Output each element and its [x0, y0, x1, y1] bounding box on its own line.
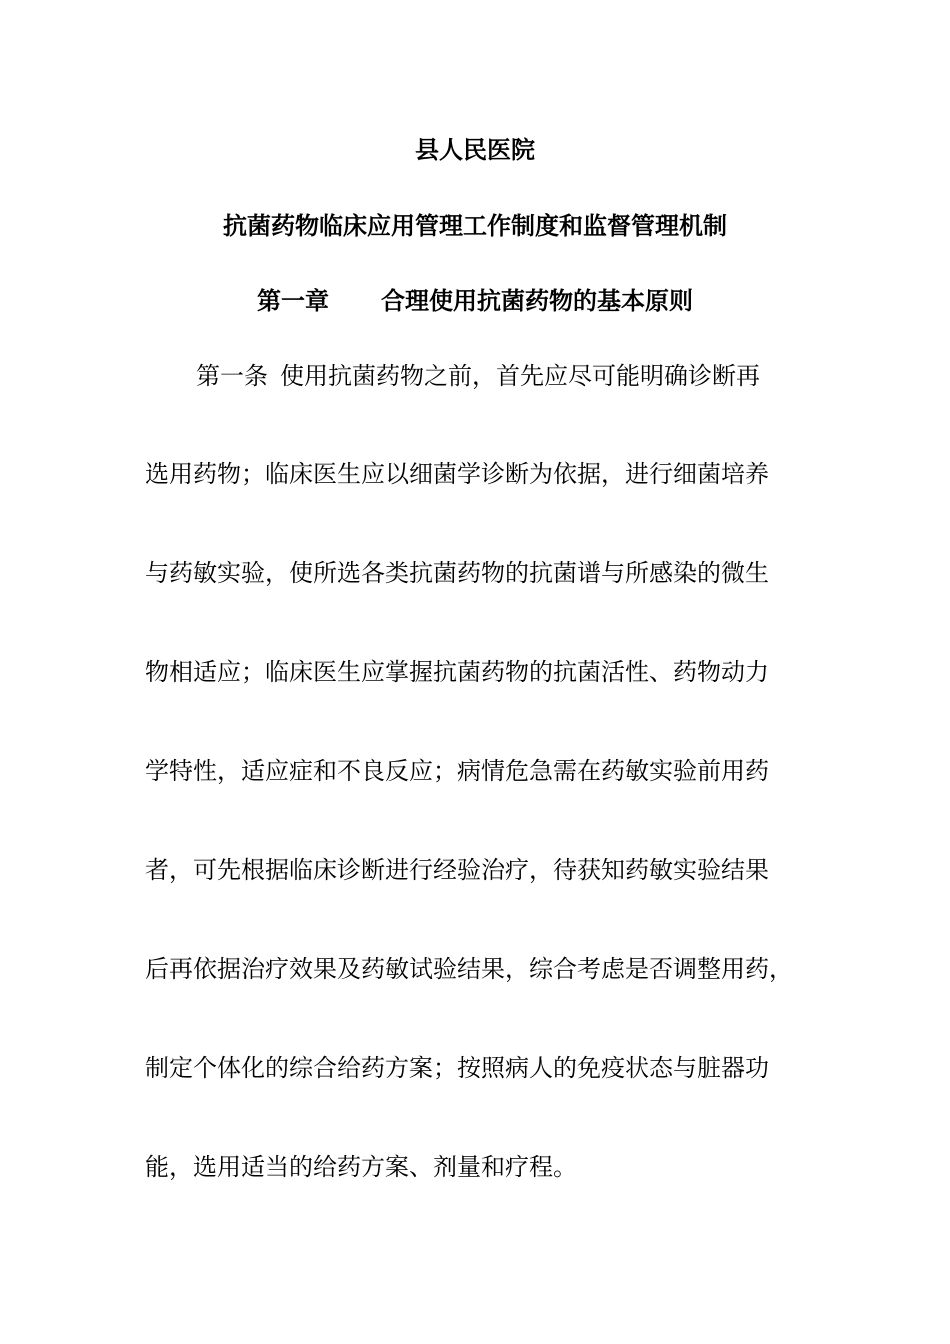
article-line: 后再依据治疗效果及药敏试验结果，综合考虑是否调整用药，	[145, 955, 793, 983]
article-number: 第一条	[196, 362, 268, 390]
article-line: 制定个体化的综合给药方案；按照病人的免疫状态与脏器功	[145, 1054, 769, 1082]
article-line: 选用药物；临床医生应以细菌学诊断为依据，进行细菌培养	[145, 460, 769, 488]
article-line: 者，可先根据临床诊断进行经验治疗，待获知药敏实验结果	[145, 856, 769, 884]
chapter-heading	[0, 285, 950, 317]
hospital-name: 县人民医院	[415, 135, 535, 164]
chapter-title: 合理使用抗菌药物的基本原则	[381, 286, 693, 315]
document-title: 抗菌药物临床应用管理工作制度和监督管理机制	[223, 211, 727, 240]
article-text: 使用抗菌药物之前，首先应尽可能明确诊断再	[280, 362, 760, 390]
article-line: 物相适应；临床医生应掌握抗菌药物的抗菌活性、药物动力	[145, 658, 769, 686]
article-line: 能，选用适当的给药方案、剂量和疗程。	[145, 1153, 577, 1181]
article-line	[196, 360, 760, 392]
article-line: 学特性，适应症和不良反应；病情危急需在药敏实验前用药	[145, 757, 769, 785]
article-line: 与药敏实验，使所选各类抗菌药物的抗菌谱与所感染的微生	[145, 559, 769, 587]
chapter-number: 第一章	[257, 286, 329, 315]
